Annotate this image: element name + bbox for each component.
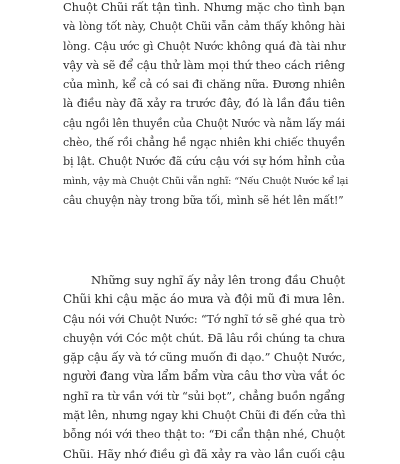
text-line: chèo, thế rồi chẳng hề ngạc nhiên khi chiếc thuyền xyxy=(63,136,345,150)
text-line: Những suy nghĩ ấy nảy lên trong đầu Chuột xyxy=(91,273,345,287)
text-line: chuyện với Cóc một chút. Đã lâu rồi chúng ta chưa xyxy=(63,331,345,345)
text-line: bỗng nói với theo thật to: “Đi cẩn thận nhé, Chuột xyxy=(63,428,345,442)
paragraph-1 xyxy=(63,0,349,210)
text-line: Chũi khi cậu mặc áo mưa và đội mũ đi mưa lên. xyxy=(63,292,345,307)
text-line: lòng. Cậu ước gì Chuột Nước không quá đà tài như xyxy=(63,39,345,53)
text-line: và lòng tốt này, Chuột Chũi vẫn cảm thấy không hài xyxy=(63,20,345,34)
paragraph-2 xyxy=(63,271,345,464)
text-line: người đang vừa lẩm bẩm vừa câu thơ vừa vắt óc xyxy=(63,369,345,384)
text-line: Cậu nói với Chuột Nước: “Tớ nghĩ tớ sẽ ghé qua trò xyxy=(63,312,345,326)
text-line: cậu ngồi lên thuyền của Chuột Nước và nằm lấy mái xyxy=(63,116,345,130)
text-line: Chuột Chũi rất tận tình. Nhưng mặc cho tình bạn xyxy=(63,0,345,14)
text-line: câu chuyện này trong bữa tối, mình sẽ hét lên mất!” xyxy=(63,193,344,207)
text-line: nghĩ ra từ vần với từ “sủi bọt”, chẳng buồn ngẩng xyxy=(63,388,345,403)
text-line: gặp cậu ấy và tớ cũng muốn đi dạo.” Chuột Nước, xyxy=(63,350,346,365)
text-line: mình, vậy mà Chuột Chũi vẫn nghĩ: “Nếu Chuột Nước kể lại xyxy=(63,175,349,187)
text-line: Chũi. Hãy nhớ điều gì đã xảy ra vào lần cuối cậu xyxy=(63,446,345,461)
text-line: vậy và sẽ để cậu thử làm mọi thứ theo cách riêng xyxy=(63,57,345,72)
text-line: là điều này đã xảy ra trước đây, đó là lần đầu tiên xyxy=(63,96,345,111)
text-line: của mình, kể cả có sai đi chăng nữa. Đương nhiên xyxy=(63,78,345,92)
text-line: bị lật. Chuột Nước đã cứu cậu với sự hóm hỉnh của xyxy=(63,155,345,169)
text-line: mặt lên, nhưng ngay khi Chuột Chũi đi đến cửa thì xyxy=(63,409,346,423)
